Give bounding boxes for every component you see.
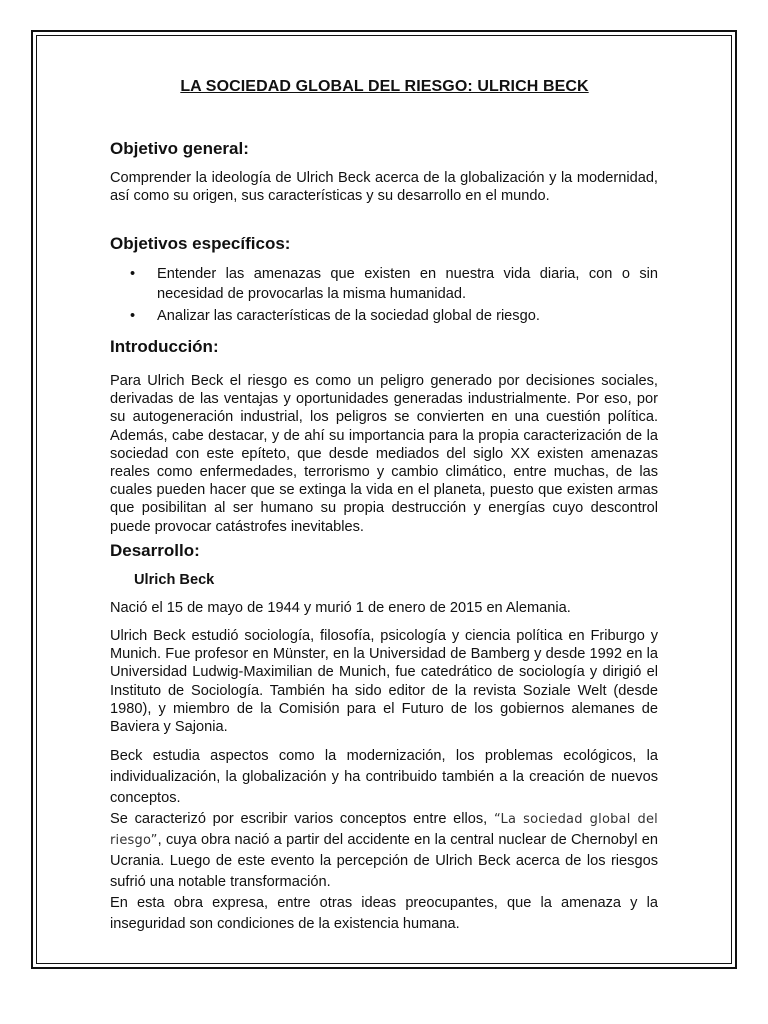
list-item-text: Analizar las características de la sociedad global de riesgo. — [157, 308, 540, 324]
ulrich-beck-subheading: Ulrich Beck — [134, 572, 215, 588]
desarrollo-paragraph-4 — [110, 809, 658, 893]
list-item — [110, 264, 658, 304]
paragraph-4-text-start: Se caracterizó por escribir varios conceptos entre ellos, — [110, 811, 494, 827]
bullet-icon: • — [130, 308, 136, 324]
objetivo-general-text: Comprender la ideología de Ulrich Beck acerca de la globalización y la modernidad, así como su origen, sus características y su desarrollo en el mundo. — [110, 170, 658, 205]
book-title-quote: “La sociedad global del riesgo” — [110, 812, 658, 848]
desarrollo-paragraph-1: Nació el 15 de mayo de 1944 y murió 1 de enero de 2015 en Alemania. — [110, 600, 571, 616]
objetivos-especificos-heading: Objetivos específicos: — [110, 234, 291, 253]
objetivo-general-heading: Objetivo general: — [110, 139, 249, 158]
list-item-text: Entender las amenazas que existen en nuestra vida diaria, con o sin necesidad de provocarlas la misma humanidad. — [157, 266, 658, 302]
desarrollo-paragraph-5: En esta obra expresa, entre otras ideas preocupantes, que la amenaza y la inseguridad son condiciones de la existencia humana. — [110, 895, 658, 932]
desarrollo-paragraph-2: Ulrich Beck estudió sociología, filosofía, psicología y ciencia política en Friburgo y Munich. Fue profesor en Münster, en la Universidad de Bamberg y desde 1992 en la Universidad Ludwig-Maximilian de Munich, fue catedrático de sociología y dirigió el Instituto de Sociología. También ha sido editor de la revista Soziale Welt (desde 1980), y miembro de la Comisión para el Futuro de los gobiernos alemanes de Baviera y Sajonia. — [110, 628, 658, 736]
bullet-icon: • — [130, 266, 136, 282]
objetivos-especificos-list — [110, 264, 658, 328]
introduccion-heading: Introducción: — [110, 337, 219, 356]
desarrollo-paragraph-3: Beck estudia aspectos como la modernización, los problemas ecológicos, la individualización, la globalización y ha contribuido también a la creación de nuevos conceptos. — [110, 748, 658, 806]
introduccion-text: Para Ulrich Beck el riesgo es como un peligro generado por decisiones sociales, derivadas de las ventajas y oportunidades generadas industrialmente. Por eso, por su autogeneración industrial, los peligros se convierten en una cuestión política. Además, cabe destacar, y de ahí su importancia para la propia caracterización de la sociedad con este epíteto, que desde mediados del siglo XX existen amenazas reales como enfermedades, terrorismo y cambio climático, entre muchas, de las cuales pueden hacer que se extinga la vida en el planeta, puesto que existen armas que posibilitan al ser humano su propia destrucción y energías cuyo descontrol puede provocar catástrofes inevitables. — [110, 373, 658, 535]
desarrollo-heading: Desarrollo: — [110, 541, 200, 560]
paragraph-4-text-end: , cuya obra nació a partir del accidente en la central nuclear de Chernobyl en Ucrania. Luego de este evento la percepción de Ulrich Beck acerca de los riesgos sufrió una notable transformación. — [110, 832, 658, 890]
document-title: LA SOCIEDAD GLOBAL DEL RIESGO: ULRICH BECK — [180, 78, 589, 95]
list-item — [110, 306, 658, 326]
